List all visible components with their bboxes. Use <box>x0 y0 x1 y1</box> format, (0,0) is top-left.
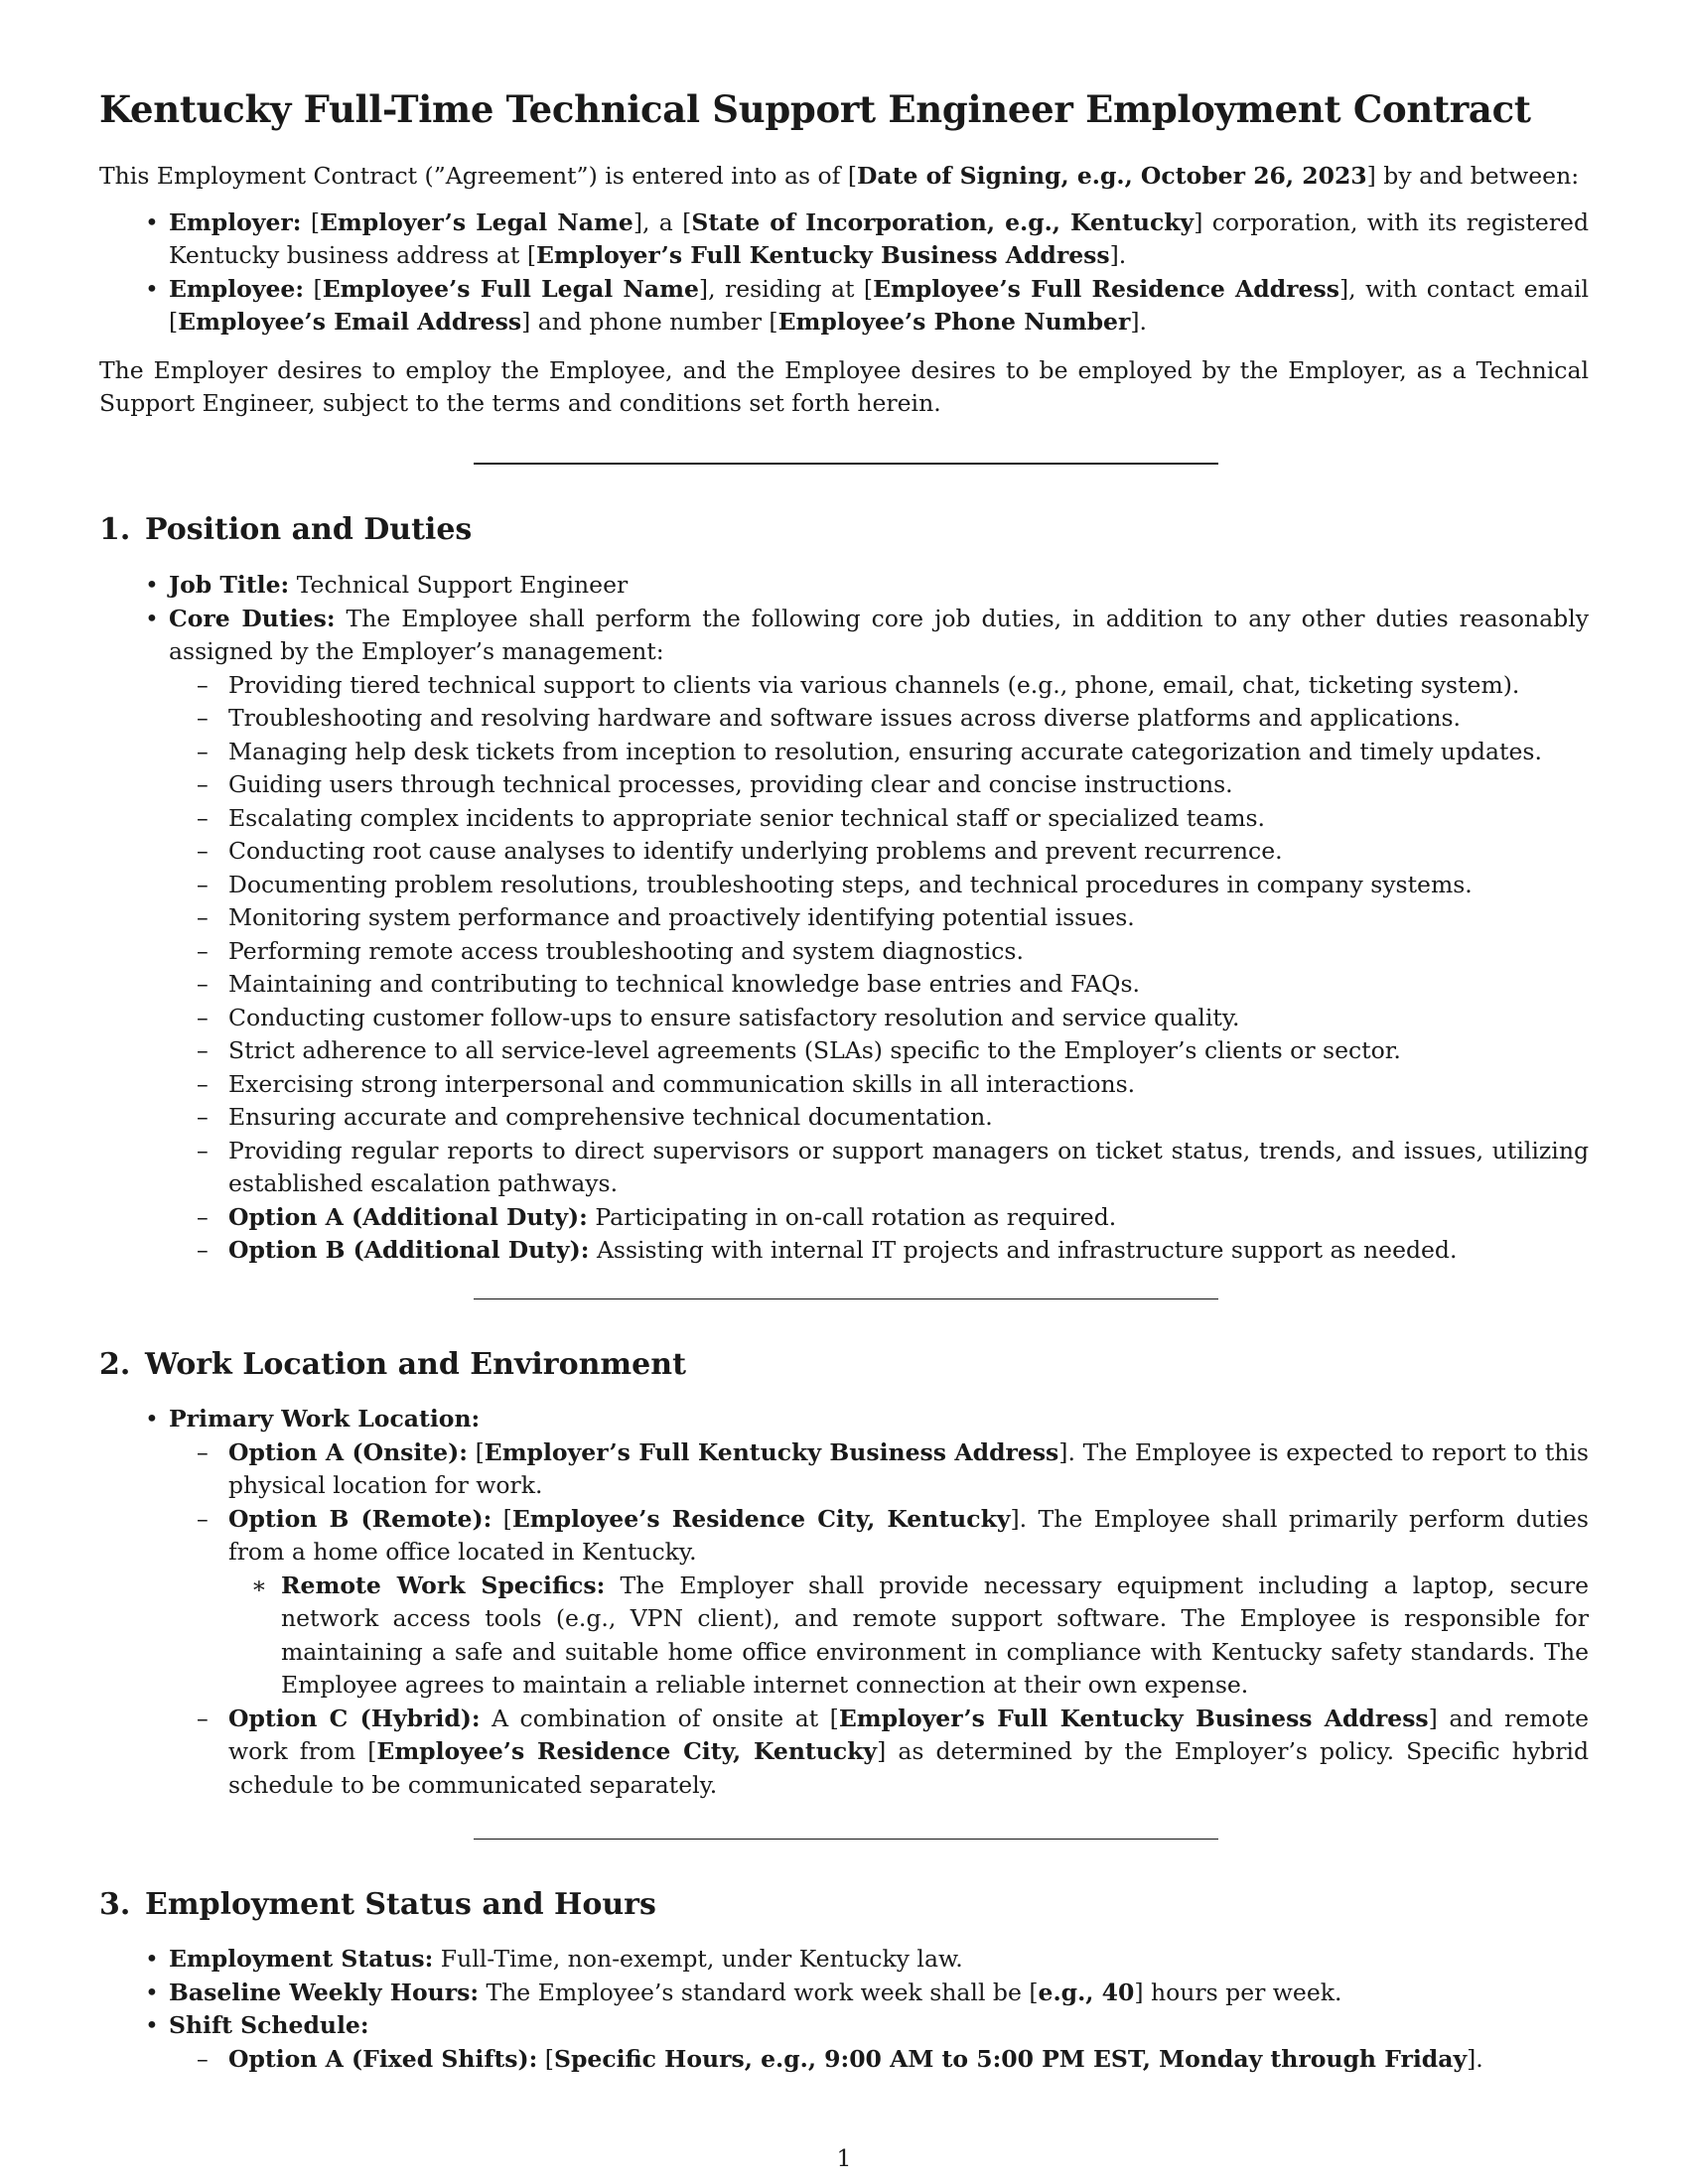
duty-item: – Escalating complex incidents to appropriate senior technical staff or specialized teams. <box>197 803 1266 832</box>
duty-item: – Guiding users through technical processes, providing clear and concise instructions. <box>197 770 1233 798</box>
list-item-job-title: • Job Title: Technical Support Engineer <box>145 571 629 599</box>
work-location-list <box>99 1403 1589 1802</box>
section-3-body <box>99 1943 1589 2076</box>
duty-item: – Strict adherence to all service-level agreements (SLAs) specific to the Employer’s clients or sector. <box>197 1036 1401 1064</box>
section-heading-2: 2. Work Location and Environment <box>99 1347 686 1382</box>
list-item-employment-status: • Employment Status: Full-Time, non-exempt, under Kentucky law. <box>145 1945 963 1973</box>
section-heading-3: 3. Employment Status and Hours <box>99 1887 656 1922</box>
list-item-core-duties: • Core Duties: The Employee shall perform the following core job duties, in addition to any other duties reasonably assigned by the Employer’s management: – Providing tiered technical support to clients via various channels (e.g., phone, email, chat, ticketing system). – Troubleshooting and resolving hardware and software issues across diverse platforms and applications. – Managing help desk tickets from inception to resolution, ensuring accurate categorization and timely updates. – Guiding users through technical processes, providing clear and concise instructions. – Escalating complex incidents to appropriate senior technical staff or specialized teams. – Conducting root cause analyses to identify underlying problems and prevent recurrence. – Documenting problem resolutions, troubleshooting steps, and technical procedures in company systems. – Monitoring system performance and proactively identifying potential issues. – Performing remote access troubleshooting and system diagnostics. – Maintaining and contributing to technical knowledge base entries and FAQs. – Conducting customer follow-ups to ensure satisfactory resolution and service quality. – Strict adherence to all service-level agreements (SLAs) specific to the Employer’s clients or sector. – Exercising strong interpersonal and communication skills in all interactions. – Ensuring accurate and comprehensive technical documentation. – Providing regular reports to direct supervisors or support managers on ticket status, trends, and issues, utilizing established escalation pathways. – Option A (Additional Duty): Participating in on-call rotation as required. – Option B (Additional Duty): Assisting with internal IT projects and infrastructure support as needed. <box>99 603 1589 1268</box>
duty-item: – Conducting customer follow-ups to ensure satisfactory resolution and service quality. <box>197 1003 1240 1031</box>
location-option-hybrid: – Option C (Hybrid): A combination of onsite at [Employer’s Full Kentucky Business Address] and remote work from [Employee’s Residence City, Kentucky] as determined by the Employer’s policy. Specific hybrid schedule to be communicated separately. <box>197 1704 1589 1799</box>
intro-block <box>99 160 1589 421</box>
section-divider <box>474 1839 1218 1840</box>
shift-options-list <box>99 2043 1589 2077</box>
remote-specifics-list <box>99 1570 1589 1703</box>
section-heading-1: 1. Position and Duties <box>99 512 473 547</box>
list-item-employee: • Employee: [Employee’s Full Legal Name], residing at [Employee’s Full Residence Address], with contact email [Employee’s Email Address] and phone number [Employee’s Phone Number]. <box>145 274 1590 336</box>
employment-status-list <box>99 1943 1589 2076</box>
list-item-weekly-hours: • Baseline Weekly Hours: The Employee’s standard work week shall be [e.g., 40] hours per week. <box>145 1978 1342 2006</box>
page-number: 1 <box>836 2144 852 2172</box>
remote-work-specifics: ∗ Remote Work Specifics: The Employer shall provide necessary equipment including a laptop, secure network access tools (e.g., VPN client), and remote support software. The Employee is responsible for maintaining a safe and suitable home office environment in compliance with Kentucky safety standards. The Employee agrees to maintain a reliable internet connection at their own expense. <box>251 1570 1589 1699</box>
document-title: Kentucky Full-Time Technical Support Engineer Employment Contract <box>99 87 1531 131</box>
list-item-shift-schedule: • Shift Schedule: – Option A (Fixed Shifts): [Specific Hours, e.g., 9:00 AM to 5:00 PM EST, Monday through Friday]. <box>99 2009 1589 2076</box>
list-item-employer: • Employer: [Employer’s Legal Name], a [State of Incorporation, e.g., Kentucky] corporation, with its registered Kentucky business address at [Employer’s Full Kentucky Business Address]. <box>145 207 1590 269</box>
signing-date: Date of Signing, e.g., October 26, 2023 <box>857 162 1367 190</box>
duty-item: – Ensuring accurate and comprehensive technical documentation. <box>197 1103 993 1131</box>
parties-list <box>99 206 1589 340</box>
section-divider <box>474 463 1218 465</box>
duty-item: – Managing help desk tickets from inception to resolution, ensuring accurate categorization and timely updates. <box>197 737 1542 765</box>
duty-item: – Providing regular reports to direct supervisors or support managers on ticket status, trends, and issues, utilizing established escalation pathways. <box>197 1136 1589 1197</box>
duty-item: – Performing remote access troubleshooting and system diagnostics. <box>197 936 1024 965</box>
duty-item: – Documenting problem resolutions, troubleshooting steps, and technical procedures in company systems. <box>197 870 1473 898</box>
location-options-list <box>99 1436 1589 1803</box>
duty-item: – Conducting root cause analyses to identify underlying problems and prevent recurrence. <box>197 837 1283 865</box>
duty-item: – Providing tiered technical support to clients via various channels (e.g., phone, email, chat, ticketing system). <box>197 670 1520 699</box>
location-option-onsite: – Option A (Onsite): [Employer’s Full Kentucky Business Address]. The Employee is expected to report to this physical location for work. <box>197 1437 1589 1499</box>
shift-option-fixed: – Option A (Fixed Shifts): [Specific Hours, e.g., 9:00 AM to 5:00 PM EST, Monday through Friday]. <box>197 2044 1483 2073</box>
duties-list <box>99 569 1589 1268</box>
duty-item: – Exercising strong interpersonal and communication skills in all interactions. <box>197 1069 1136 1098</box>
duty-item: – Troubleshooting and resolving hardware and software issues across diverse platforms and applications. <box>197 704 1462 732</box>
duty-item: – Maintaining and contributing to technical knowledge base entries and FAQs. <box>197 970 1140 998</box>
intro-paragraph: This Employment Contract (”Agreement”) is entered into as of [Date of Signing, e.g., October 26, 2023] by and between: <box>99 162 1580 190</box>
section-divider <box>474 1298 1218 1299</box>
duty-item-option-a: – Option A (Additional Duty): Participating in on-call rotation as required. <box>197 1202 1117 1231</box>
section-1-body <box>99 569 1589 1268</box>
duty-item: – Monitoring system performance and proactively identifying potential issues. <box>197 903 1135 931</box>
list-item-primary-location: • Primary Work Location: – Option A (Onsite): [Employer’s Full Kentucky Business Address]. The Employee is expected to report to this physical location for work. – Option B (Remote): [Employee’s Residence City, Kentucky]. The Employee shall primarily perform duties from a home office located in Kentucky. ∗ Remote Work Specifics: The Employer shall provide necessary equipment including a laptop, secure network access tools (e.g., VPN client), and remote support software. The Employee is responsible for maintaining a safe and suitable home office environment in compliance with Kentucky safety standards. The Employee agrees to maintain a reliable internet connection at their own expense. – Option C (Hybrid): A combination of onsite at [Employer’s Full Kentucky Business Address] and remote work from [Employee’s Residence City, Kentucky] as determined by the Employer’s policy. Specific hybrid schedule to be communicated separately. <box>99 1403 1589 1802</box>
duty-item-option-b: – Option B (Additional Duty): Assisting with internal IT projects and infrastructure support as needed. <box>197 1236 1458 1264</box>
purpose-paragraph: The Employer desires to employ the Employee, and the Employee desires to be employed by the Employer, as a Technical Support Engineer, subject to the terms and conditions set forth herein. <box>99 355 1589 417</box>
location-option-remote: – Option B (Remote): [Employee’s Residence City, Kentucky]. The Employee shall primarily perform duties from a home office located in Kentucky. ∗ Remote Work Specifics: The Employer shall provide necessary equipment including a laptop, secure network access tools (e.g., VPN client), and remote support software. The Employee is responsible for maintaining a safe and suitable home office environment in compliance with Kentucky safety standards. The Employee agrees to maintain a reliable internet connection at their own expense. <box>99 1503 1589 1703</box>
section-2-body <box>99 1403 1589 1802</box>
core-duties-sublist <box>99 669 1589 1268</box>
